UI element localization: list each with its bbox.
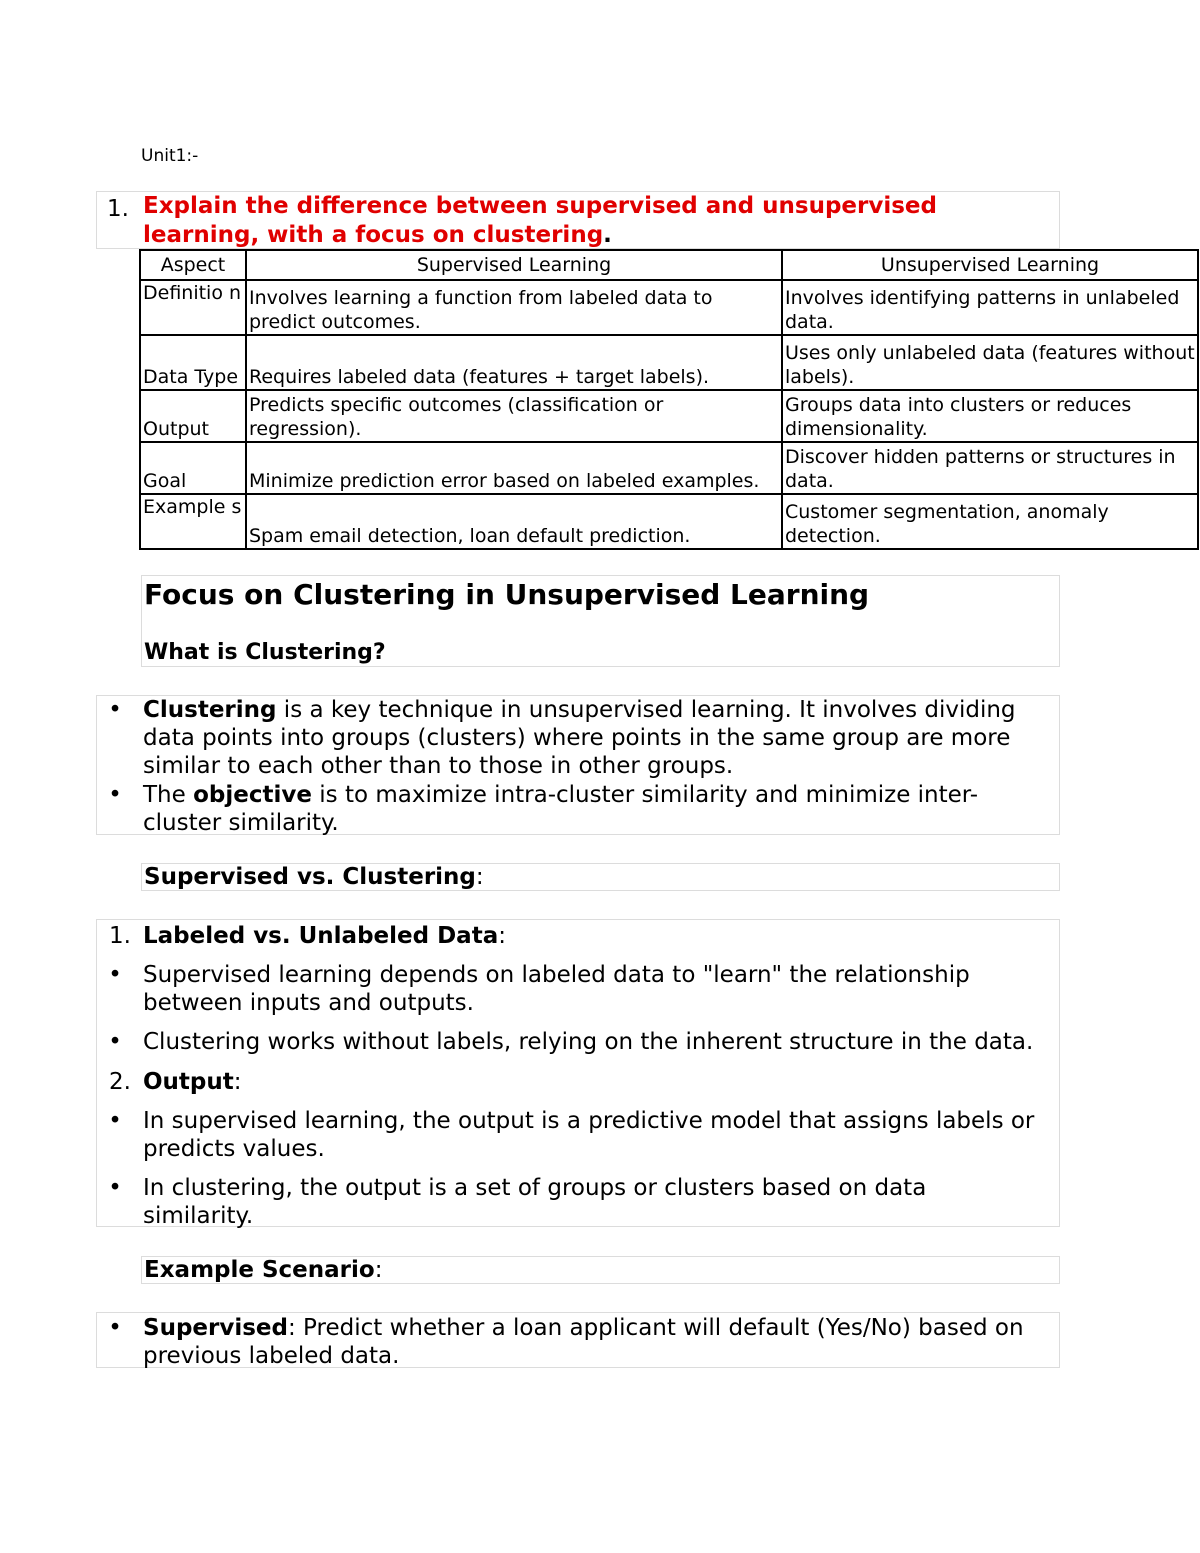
list-item: • Supervised: Predict whether a loan applicant will default (Yes/No) based on previous labeled data. <box>143 1314 1058 1370</box>
cell-aspect: Definitio n <box>140 280 246 335</box>
focus-section-heading <box>141 575 1060 667</box>
header-supervised: Supervised Learning <box>246 250 782 280</box>
list-item: • In supervised learning, the output is a predictive model that assigns labels or predicts values. <box>143 1107 1058 1163</box>
supervised-vs-heading-box <box>141 863 1060 891</box>
cell-supervised: Predicts specific outcomes (classification or regression). <box>246 390 782 442</box>
table-header-row <box>140 250 1198 280</box>
cell-aspect: Example s <box>140 494 246 549</box>
question-heading <box>96 191 1060 249</box>
example-heading: Example Scenario: <box>144 1257 383 1283</box>
focus-subtitle: What is Clustering? <box>144 640 386 665</box>
cell-supervised: Requires labeled data (features + target labels). <box>246 335 782 390</box>
example-list <box>96 1312 1060 1368</box>
example-heading-box <box>141 1256 1060 1284</box>
supervised-vs-list <box>96 919 1060 1227</box>
table-row <box>140 390 1198 442</box>
cell-supervised: Involves learning a function from labeled data to predict outcomes. <box>246 280 782 335</box>
header-unsupervised: Unsupervised Learning <box>782 250 1198 280</box>
bullet-glyph: • <box>108 1108 122 1134</box>
cell-unsupervised: Groups data into clusters or reduces dimensionality. <box>782 390 1198 442</box>
bullet-glyph: • <box>108 697 122 723</box>
list-item: • Clustering works without labels, relying on the inherent structure in the data. <box>143 1028 1073 1056</box>
bullet-glyph: • <box>108 1029 122 1055</box>
list-item: • In clustering, the output is a set of groups or clusters based on data similarity. <box>143 1174 973 1230</box>
list-item: • The objective is to maximize intra-cluster similarity and minimize inter-cluster similarity. <box>143 781 1023 837</box>
question-number: 1. <box>107 196 129 222</box>
cell-unsupervised: Customer segmentation, anomaly detection. <box>782 494 1198 549</box>
table-row <box>140 494 1198 549</box>
cell-unsupervised: Involves identifying patterns in unlabeled data. <box>782 280 1198 335</box>
bullet-glyph: • <box>108 1175 122 1201</box>
clustering-bullets <box>96 695 1060 835</box>
header-aspect: Aspect <box>140 250 246 280</box>
bullet-glyph: • <box>108 962 122 988</box>
cell-unsupervised: Uses only unlabeled data (features without labels). <box>782 335 1198 390</box>
list-item: • Supervised learning depends on labeled data to "learn" the relationship between inputs and outputs. <box>143 961 1023 1017</box>
cell-aspect: Data Type <box>140 335 246 390</box>
table-row <box>140 280 1198 335</box>
cell-supervised: Minimize prediction error based on labeled examples. <box>246 442 782 494</box>
unit-label: Unit1:- <box>141 146 199 166</box>
focus-title: Focus on Clustering in Unsupervised Learning <box>144 578 870 611</box>
cell-unsupervised: Discover hidden patterns or structures in data. <box>782 442 1198 494</box>
comparison-table <box>139 249 1199 550</box>
list-item: 1. Labeled vs. Unlabeled Data: <box>109 923 506 949</box>
list-item: • Clustering is a key technique in unsupervised learning. It involves dividing data points into groups (clusters) where points in the same group are more similar to each other than to those in other groups. <box>143 696 1053 780</box>
cell-aspect: Goal <box>140 442 246 494</box>
bullet-glyph: • <box>108 1315 122 1341</box>
supervised-vs-heading: Supervised vs. Clustering: <box>144 864 484 890</box>
cell-aspect: Output <box>140 390 246 442</box>
cell-supervised: Spam email detection, loan default prediction. <box>246 494 782 549</box>
bullet-glyph: • <box>108 782 122 808</box>
table-row <box>140 442 1198 494</box>
list-item: 2. Output: <box>109 1069 242 1095</box>
question-text: Explain the difference between supervised and unsupervised learning, with a focus on clustering. <box>143 193 937 248</box>
table-row <box>140 335 1198 390</box>
